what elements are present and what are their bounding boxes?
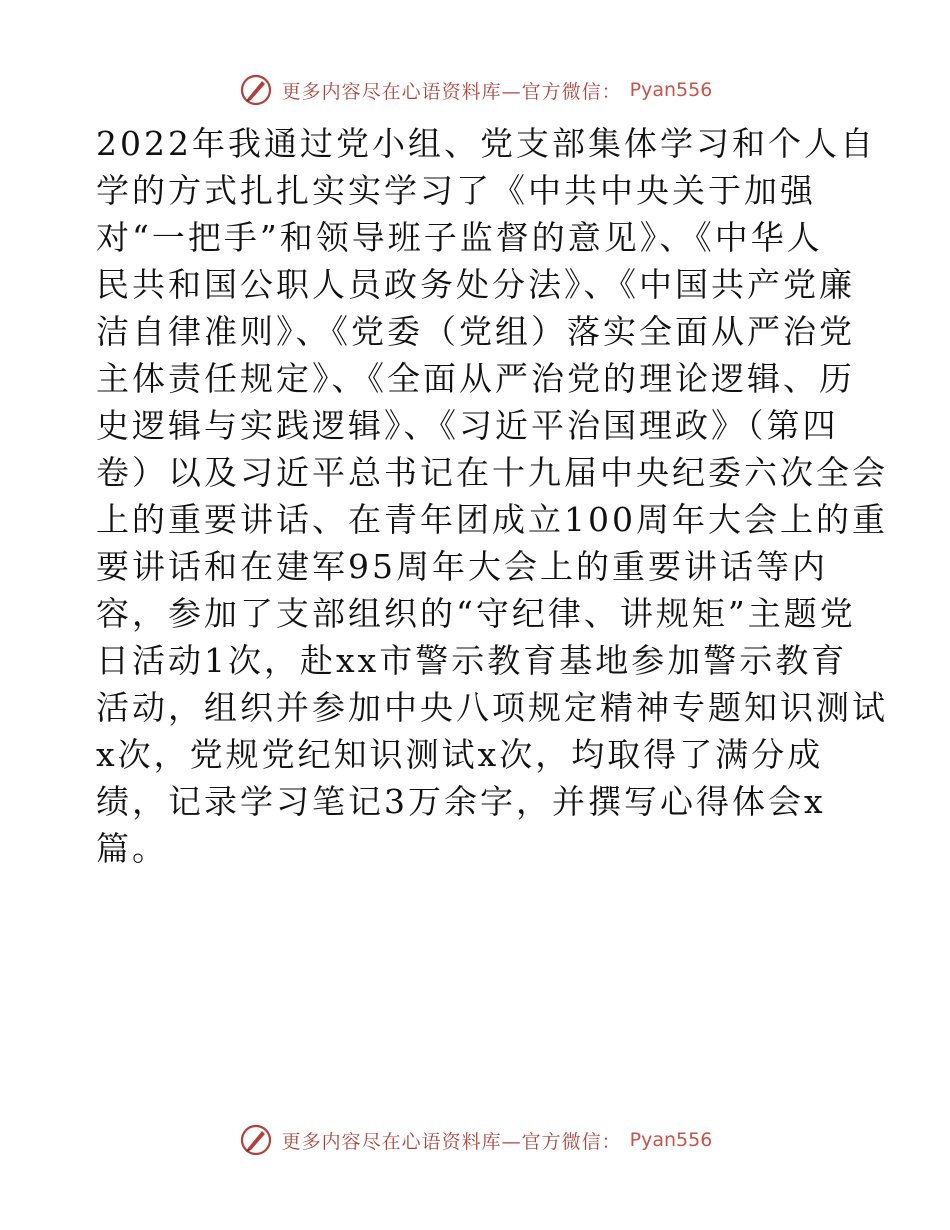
watermark-contact: Pyan556 <box>629 1129 713 1151</box>
quill-logo-icon <box>238 72 274 108</box>
watermark-text: 更多内容尽在心语资料库—官方微信： <box>281 1130 622 1153</box>
text-line: 篇。 <box>96 829 168 868</box>
body-paragraph <box>96 120 888 872</box>
text-line: 史逻辑与实践逻辑》、《习近平治国理政》（第四 <box>96 406 839 445</box>
text-line: 卷）以及习近平总书记在十九届中央纪委六次全会 <box>96 453 888 492</box>
text-line: 要讲话和在建军95周年大会上的重要讲话等内 <box>96 547 828 586</box>
quill-logo-icon <box>238 1122 274 1158</box>
text-line: x次，党规党纪知识测试x次，均取得了满分成 <box>96 735 824 774</box>
watermark-contact: Pyan556 <box>629 79 713 101</box>
text-line: 对“一把手”和领导班子监督的意见》、《中华人 <box>96 218 823 257</box>
text-line: 日活动1次，赴xx市警示教育基地参加警示教育 <box>96 641 848 680</box>
header-watermark <box>0 70 950 110</box>
text-line: 主体责任规定》、《全面从严治党的理论逻辑、历 <box>96 359 855 398</box>
footer-watermark <box>0 1120 950 1160</box>
text-line: 绩，记录学习笔记3万余字，并撰写心得体会x <box>96 782 826 821</box>
text-line: 洁自律准则》、《党委（党组）落实全面从严治党 <box>96 312 855 351</box>
watermark-text: 更多内容尽在心语资料库—官方微信： <box>281 80 622 103</box>
text-line: 民共和国公职人员政务处分法》、《中国共产党廉 <box>96 265 855 304</box>
text-line: 2022年我通过党小组、党支部集体学习和个人自 <box>96 124 876 163</box>
text-line: 上的重要讲话、在青年团成立100周年大会上的重 <box>96 500 888 539</box>
text-line: 活动，组织并参加中央八项规定精神专题知识测试 <box>96 688 888 727</box>
text-line: 容，参加了支部组织的“守纪律、讲规矩”主题党 <box>96 594 856 633</box>
text-line: 学的方式扎扎实实学习了《中共中央关于加强 <box>96 171 816 210</box>
